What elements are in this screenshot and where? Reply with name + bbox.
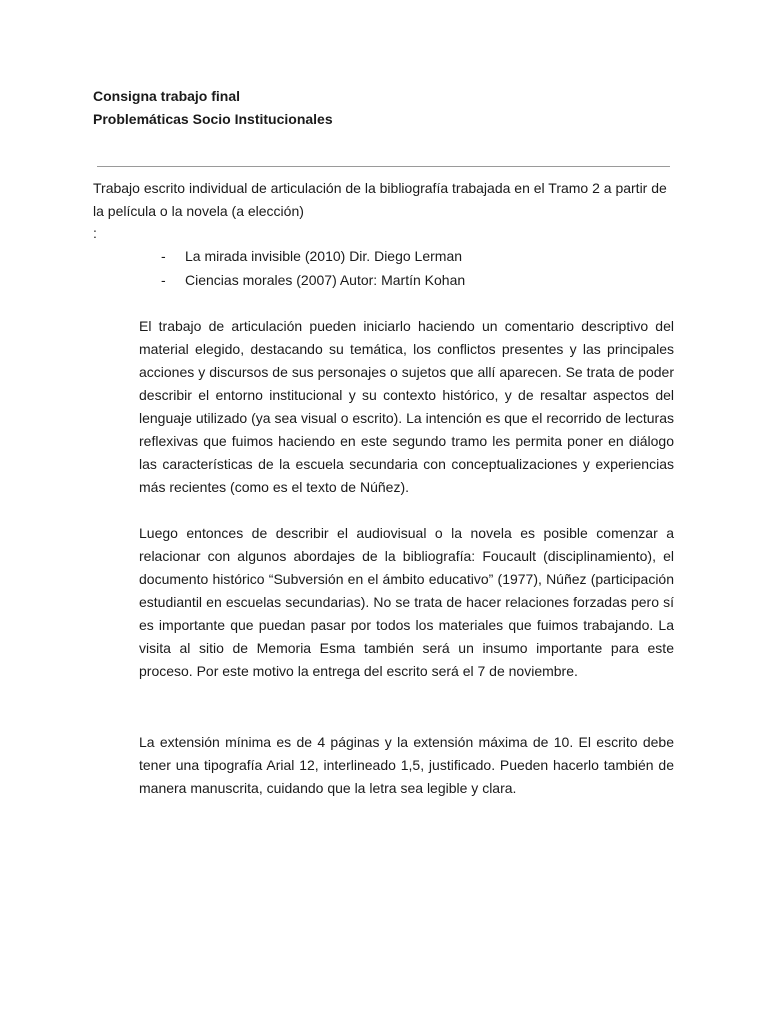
list-bullet: - [161,272,166,288]
list-item-text: La mirada invisible (2010) Dir. Diego Lerman [185,248,463,264]
body-paragraph-1: El trabajo de articulación pueden iniciarlo haciendo un comentario descriptivo del material elegido, destacando su temática, los conflictos presentes y las principales acciones y discursos de sus personajes o sujetos que allí aparecen. Se trata de poder describir el entorno institucional y su contexto histórico, y de resaltar aspectos del lenguaje utilizado (ya sea visual o escrito). La intención es que el recorrido de lecturas reflexivas que fuimos haciendo en este segundo tramo les permita poner en diálogo las características de la escuela secundaria con conceptualizaciones y experiencias más recientes (como es el texto de Núñez). [139,318,674,495]
body-paragraph-2: Luego entonces de describir el audiovisual o la novela es posible comenzar a relacionar con algunos abordajes de la bibliografía: Foucault (disciplinamiento), el documento histórico “Subversión en el ámbito educativo” (1977), Núñez (participación estudiantil en escuelas secundarias). No se trata de hacer relaciones forzadas pero sí es importante que puedan pasar por todos los materiales que fuimos trabajando. La visita al sitio de Memoria Esma también será un insumo importante para este proceso. Por este motivo la entrega del escrito será el 7 de noviembre. [139,525,674,679]
list-item-text: Ciencias morales (2007) Autor: Martín Kohan [185,272,466,288]
document-title: Consigna trabajo final [93,88,241,104]
list-bullet: - [161,248,166,264]
intro-paragraph: Trabajo escrito individual de articulación de la bibliografía trabajada en el Tramo 2 a partir de la película o la novela (a elección) [93,180,667,219]
body-paragraph-3: La extensión mínima es de 4 páginas y la extensión máxima de 10. El escrito debe tener una tipografía Arial 12, interlineado 1,5, justificado. Pueden hacerlo también de manera manuscrita, cuidando que la letra sea legible y clara. [139,734,674,796]
document-subtitle: Problemáticas Socio Institucionales [93,111,333,127]
horizontal-divider [97,166,670,167]
intro-colon: : [93,225,97,241]
